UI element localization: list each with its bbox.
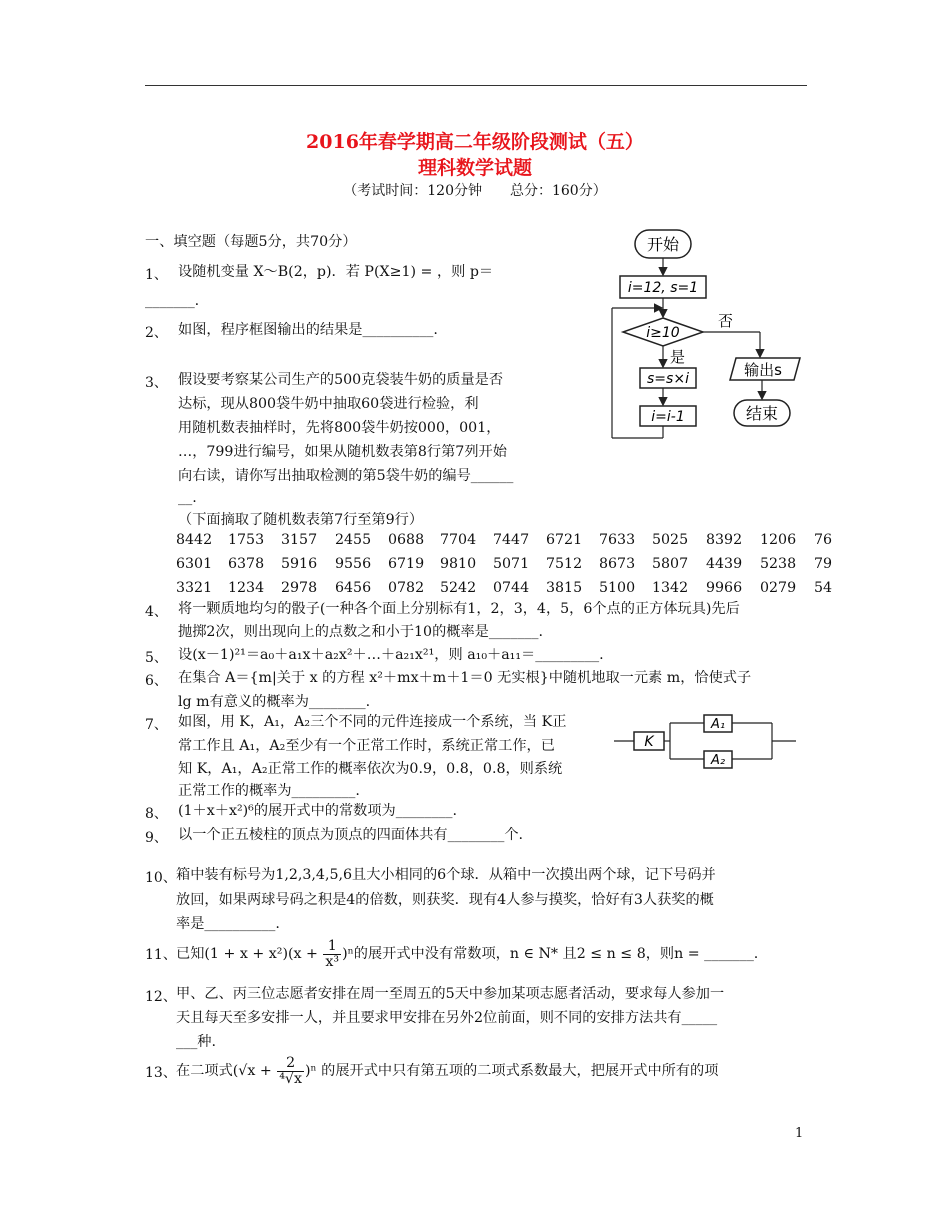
q12-line: 甲、乙、丙三位志愿者安排在周一至周五的5天中参加某项志愿者活动，要求每人参加一 [176,986,725,1002]
q11-number: 11、 [145,947,177,963]
q4-text: 抛掷2次，则出现向上的点数之和小于10的概率是_______. [178,624,543,640]
q1-text: 设随机变量 X～B(2，p)．若 P(X≥1) = ，则 p＝ [178,264,494,280]
header-rule [145,85,807,86]
flowchart-step2-label: i=i-1 [651,409,685,425]
q13-text [176,1048,718,1094]
circuit-a1-label: A₁ [710,717,726,732]
table-cell: 5100 [599,580,636,596]
q6-text: 在集合 A＝{m|关于 x 的方程 x²＋mx＋m＋1＝0 无实根}中随机地取一元素 m，恰使式子 [178,670,752,686]
table-cell: 3321 [176,580,213,596]
table-cell: 7704 [440,532,477,548]
table-cell: 6378 [228,556,265,572]
table-cell: 54 [814,580,833,596]
flowchart-end-label: 结束 [745,404,779,423]
table-cell: 8442 [176,532,213,548]
table-cell: 76 [814,532,833,548]
table-cell: 5025 [652,532,689,548]
table-cell: 5238 [760,556,797,572]
q1-blank: _______. [145,293,200,309]
q7-line: 知 K，A₁，A₂正常工作的概率依次为0.9，0.8，0.8，则系统 [178,761,563,777]
flowchart-start-label: 开始 [646,235,680,254]
table-cell: 6301 [176,556,213,572]
q3-line: …，799进行编号，如果从随机数表第8行第7列开始 [178,444,507,460]
table-cell: 9556 [335,556,372,572]
q1-number: 1、 [145,267,168,283]
table-cell: 9810 [440,556,477,572]
q7-line: 正常工作的概率为_________. [178,783,360,799]
table-cell: 5071 [493,556,530,572]
q6-number: 6、 [145,673,168,689]
table-cell: 79 [814,556,833,572]
q3-line: 达标，现从800袋牛奶中抽取60袋进行检验，利 [178,396,479,412]
q10-line: 率是__________. [176,916,280,932]
q13-post: )ⁿ 的展开式中只有第五项的二项式系数最大，把展开式中所有的项 [304,1063,719,1079]
table-cell: 2978 [281,580,318,596]
q7-number: 7、 [145,717,168,733]
table-cell: 0279 [760,580,797,596]
q13-pre: 在二项式(√x + [176,1063,277,1079]
flowchart-step1-label: s=s×i [647,371,689,387]
q12-number: 12、 [145,989,177,1005]
circuit-k-label: K [644,734,654,750]
page-number: 1 [795,1126,804,1141]
q6-text: lg m有意义的概率为________. [178,694,371,710]
q10-line: 放回，如果两球号码之积是4的倍数，则获奖．现有4人参与摸奖，恰好有3人获奖的概 [176,892,714,908]
q13-fraction: $\frac{2}{\text{⁴√x}}$ [279,1054,302,1087]
q10-line: 箱中装有标号为1,2,3,4,5,6且大小相同的6个球．从箱中一次摸出两个球，记下号码并 [176,867,716,883]
table-cell: 0688 [388,532,425,548]
flowchart-no-label: 否 [718,312,734,330]
q2-number: 2、 [145,325,168,341]
q2-text: 如图，程序框图输出的结果是__________. [178,322,438,338]
q4-text: 将一颗质地均匀的骰子(一种各个面上分别标有1，2，3，4，5，6个点的正方体玩具)先后 [178,601,740,617]
q12-line: ___种. [176,1034,216,1050]
q5-text: 设(x－1)²¹＝a₀＋a₁x＋a₂x²＋…＋a₂₁x²¹，则 a₁₀＋a₁₁＝_________. [178,647,604,663]
q11-fraction: $\frac{1}{\text{x³}}$ [325,937,340,970]
table-cell: 5916 [281,556,318,572]
flowchart-output-label: 输出s [744,361,782,379]
table-cell: 8392 [706,532,743,548]
q3-line: 用随机数表抽样时，先将800袋牛奶按000，001， [178,420,501,436]
q8-number: 8、 [145,806,168,822]
exam-info: （考试时间：120分钟 总分：160分） [343,183,607,199]
table-cell: 4439 [706,556,743,572]
table-cell: 1753 [228,532,265,548]
table-cell: 8673 [599,556,636,572]
table-cell: 5807 [652,556,689,572]
exam-title: 2016年春学期高二年级阶段测试（五） [306,131,644,153]
table-cell: 1234 [228,580,265,596]
flowchart [600,222,810,472]
q5-number: 5、 [145,650,168,666]
q9-number: 9、 [145,830,168,846]
q11-text [176,932,758,976]
q10-number: 10、 [145,870,177,886]
q4-number: 4、 [145,604,168,620]
flowchart-decision-label: i≥10 [646,325,680,341]
circuit-diagram [612,708,802,774]
table-cell: 1342 [652,580,689,596]
q3-line: 向右读，请你写出抽取检测的第5袋牛奶的编号______ [178,468,514,484]
table-cell: 3815 [546,580,583,596]
table-cell: 6456 [335,580,372,596]
q13-number: 13、 [145,1065,177,1081]
section-heading: 一、填空题（每题5分，共70分） [145,234,357,250]
q3-line: 假设要考察某公司生产的500克袋装牛奶的质量是否 [178,372,504,388]
q9-text: 以一个正五棱柱的顶点为顶点的四面体共有________个. [178,827,524,843]
table-cell: 7447 [493,532,530,548]
q7-line: 如图，用 K，A₁，A₂三个不同的元件连接成一个系统，当 K正 [178,714,567,730]
q8-text: (1＋x＋x²)⁶的展开式中的常数项为________. [178,803,457,819]
q7-line: 常工作且 A₁，A₂至少有一个正常工作时，系统正常工作，已 [178,738,555,754]
table-cell: 0744 [493,580,530,596]
table-cell: 3157 [281,532,318,548]
table-cell: 1206 [760,532,797,548]
q12-line: 天且每天至多安排一人，并且要求甲安排在另外2位前面，则不同的安排方法共有_____ [176,1010,718,1026]
table-cell: 2455 [335,532,372,548]
q3-line: __. [178,490,197,506]
q11-post: )ⁿ的展开式中没有常数项，n ∈ N* 且2 ≤ n ≤ 8，则n = _______. [342,946,759,962]
table-cell: 0782 [388,580,425,596]
table-cell: 5242 [440,580,477,596]
table-cell: 7512 [546,556,583,572]
table-cell: 7633 [599,532,636,548]
flowchart-yes-label: 是 [670,348,686,366]
table-cell: 9966 [706,580,743,596]
q11-pre: 已知(1 + x + x²)(x + [176,946,323,962]
q3-table-caption: （下面摘取了随机数表第7行至第9行） [178,512,424,528]
q3-number: 3、 [145,375,168,391]
table-cell: 6719 [388,556,425,572]
table-cell: 6721 [546,532,583,548]
flowchart-init-label: i=12, s=1 [627,280,699,296]
circuit-a2-label: A₂ [710,753,726,768]
exam-subtitle: 理科数学试题 [417,157,532,179]
